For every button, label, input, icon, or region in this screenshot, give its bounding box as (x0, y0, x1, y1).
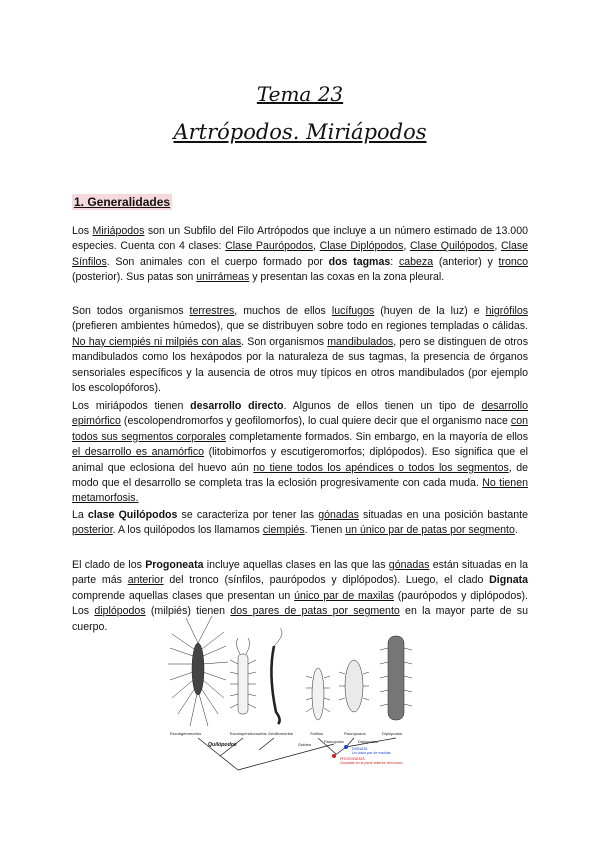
progoneata-label: PROGONEATA (340, 757, 365, 761)
escutigeromorph-drawing (168, 616, 228, 726)
figure-label: Geofilomorfos (268, 731, 293, 736)
page-title: Tema 23 (256, 82, 344, 106)
figure-label: Escolopendromorfos (230, 731, 267, 736)
paragraph-1: Los Miriápodos son un Subfilo del Filo Artrópodos que incluye a un número estimado de 13.000 especies. Cuenta con 4 clases: Clase Paurópodos, Clase Diplópodos, Clase Quilópodos, Clase Sínfilos. Son animales con el cuerpo formado por dos tagmas: cabeza (anterior) y tronco (posterior). Sus patas son unirrámeas y presentan las coxas en la zona pleural. (72, 225, 529, 284)
sinfilo-drawing (306, 668, 330, 720)
pauropodo-drawing (339, 660, 369, 712)
clade-label: Gnidea (298, 742, 311, 747)
clade-label: Pauropoda (324, 739, 344, 744)
progoneata-node (332, 754, 336, 758)
section-heading: 1. Generalidades (74, 195, 171, 209)
diplopodo-drawing (380, 636, 412, 720)
paragraph-5: El clado de los Progoneata incluye aquellas clases en las que las gónadas están situadas en la parte más anterior del tronco (sínfilos, paurópodos y diplópodos). Luego, el clado Dignata comprende aquellas clases que presentan un único par de maxilas (paurópodos y diplópodos). Los diplópodos (milpiés) tienen dos pares de patas por segmento en la mayor parte de su cuerpo. (72, 559, 529, 633)
figure-label: Sínfilos (310, 731, 324, 736)
figure-label: Escutigeromorfos (170, 731, 202, 736)
dignata-node (344, 745, 348, 749)
progoneata-desc: Gónadas en la parte anterior del tronco (340, 761, 403, 765)
geofilomorph-drawing (271, 628, 282, 724)
clade-label: Quilópodos (208, 742, 237, 748)
escolopendromorph-drawing (230, 638, 256, 714)
figure-label: Paurópodos (344, 731, 366, 736)
clade-label: Diplopodos (358, 739, 379, 744)
paragraph-2: Son todos organismos terrestres, muchos de ellos lucífugos (huyen de la luz) e higrófilos (prefieren ambientes húmedos), que se distribuyen sobre todo en regiones templadas o cálidas. No hay ciempiés ni milpiés con alas. Son organismos mandibulados, pero se distinguen de otros mandibulados como los hexápodos por la naturaleza de sus tagmas, la presencia de órganos sensoriales específicos y la ausencia de otros muy típicos en otros mandibulados (por ejemplo los escolopóforos). (72, 305, 529, 395)
paragraph-4: La clase Quilópodos se caracteriza por tener las gónadas situadas en una posición bastante posterior. A los quilópodos los llamamos ciempiés. Tienen un único par de patas por segmento. (72, 509, 528, 537)
dignata-desc: Un único par de maxilas (352, 751, 391, 755)
paragraph-3: Los miriápodos tienen desarrollo directo. Algunos de ellos tienen un tipo de desarrollo epimórfico (escolopendromorfos y geofilomorfos), lo cual quiere decir que el organismo nace con todos sus segmentos corporales completamente formados. Sin embargo, en la mayoría de ellos el desarrollo es anamórfico (litobimorfos y escutigeromorfos; diplópodos). Eso significa que el animal que eclosiona del huevo aún no tiene todos los apéndices o todos los segmentos, de modo que el desarrollo se completa tras la eclosión progresivamente con cada muda. No tienen metamorfosis. (72, 400, 529, 505)
myriapod-phylogeny-figure (168, 614, 438, 776)
page-subtitle: Artrópodos. Miriápodos (173, 120, 427, 144)
figure-label: Diplópodos (382, 731, 403, 736)
dignata-label: DIGNATA (352, 747, 368, 751)
